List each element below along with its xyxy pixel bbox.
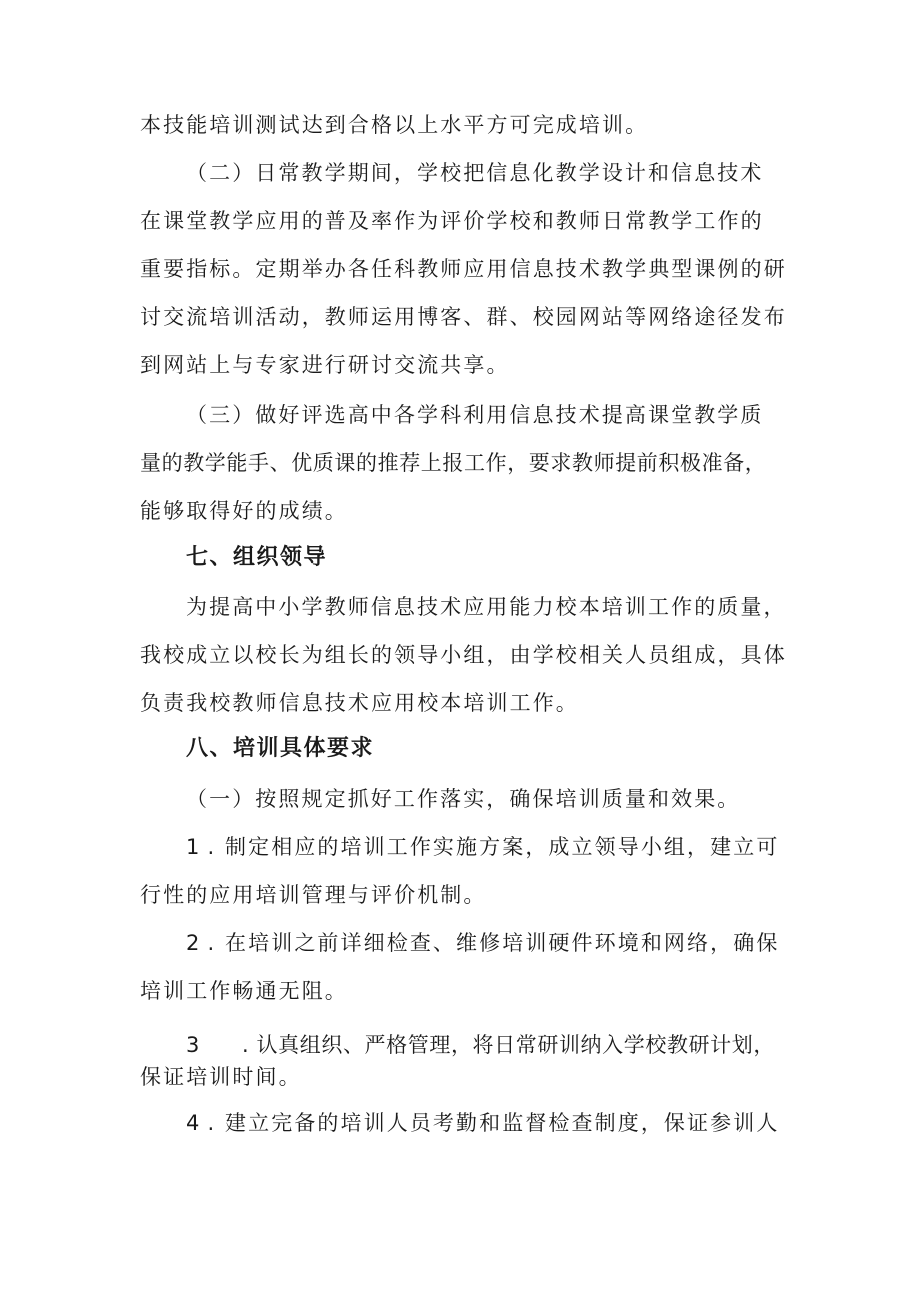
section-eight-title: 八、培训具体要求 — [186, 736, 375, 761]
item-3-number: 3 — [186, 1033, 200, 1057]
para-two-line-2: 在课堂教学应用的普及率作为评价学校和教师日常教学工作的 — [140, 209, 764, 233]
item-2-text: . 在培训之前详细检查、维修培训硬件环境和网络，确保 — [207, 931, 780, 955]
item-1-number: 1 — [186, 835, 202, 859]
section-eight-sub-1: （一）按照规定抓好工作落实，确保培训质量和效果。 — [186, 787, 741, 811]
intro-line-1: 本技能培训测试达到合格以上水平方可完成培训。 — [140, 113, 649, 137]
section-seven-line-1: 为提高中小学教师信息技术应用能力校本培训工作的质量， — [186, 595, 787, 619]
para-two-line-1: （二）日常教学期间，学校把信息化教学设计和信息技术 — [186, 161, 764, 185]
item-2-line-2: 培训工作畅通无阻。 — [140, 979, 348, 1003]
item-3-line-2: 保证培训时间。 — [140, 1065, 302, 1089]
section-seven-line-2: 我校成立以校长为组长的领导小组，由学校相关人员组成，具体 — [140, 643, 787, 667]
section-seven-line-3: 负责我校教师信息技术应用校本培训工作。 — [140, 691, 579, 715]
item-2-line-1 — [186, 928, 846, 958]
item-2-number: 2 — [186, 931, 202, 955]
item-1-line-2: 行性的应用培训管理与评价机制。 — [140, 883, 487, 907]
para-two-line-3: 重要指标。定期举办各任科教师应用信息技术教学典型课例的研 — [140, 257, 787, 281]
item-3-text: . 认真组织、严格管理，将日常研训纳入学校教研计划， — [242, 1033, 775, 1057]
para-two-line-5: 到网站上与专家进行研讨交流共享。 — [140, 353, 510, 377]
item-1-text: . 制定相应的培训工作实施方案，成立领导小组，建立可 — [207, 835, 780, 859]
item-1-line-1 — [186, 832, 846, 862]
section-seven-title: 七、组织领导 — [186, 545, 328, 570]
para-three-line-2: 量的教学能手、优质课的推荐上报工作，要求教师提前积极准备， — [140, 451, 767, 475]
item-4-text: . 建立完备的培训人员考勤和监督检查制度，保证参训人 — [207, 1111, 780, 1135]
item-4-line-1 — [186, 1108, 846, 1138]
para-three-line-1: （三）做好评选高中各学科利用信息技术提高课堂教学质 — [186, 403, 764, 427]
para-two-line-4: 讨交流培训活动，教师运用博客、群、校园网站等网络途径发布 — [140, 305, 787, 329]
item-4-number: 4 — [186, 1111, 202, 1135]
item-3-line-1 — [186, 1030, 846, 1060]
para-three-line-3: 能够取得好的成绩。 — [140, 499, 348, 523]
